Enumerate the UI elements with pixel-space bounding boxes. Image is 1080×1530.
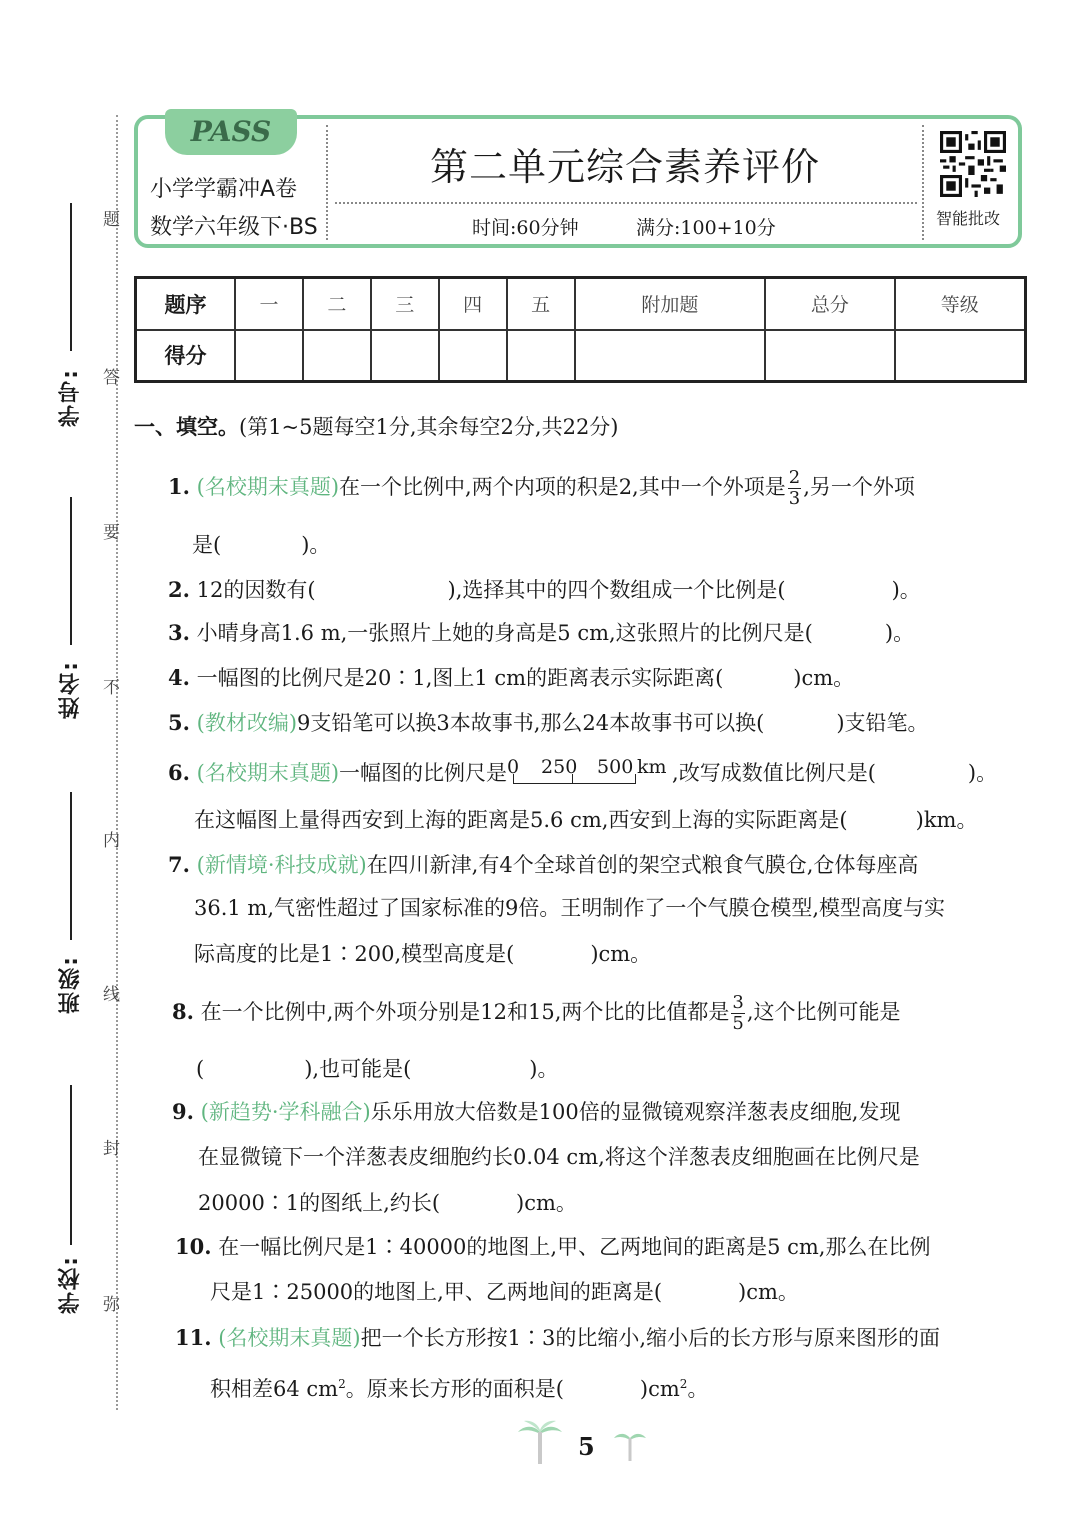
question-8 bbox=[172, 993, 901, 1034]
header-divider bbox=[326, 125, 328, 240]
question-text: 在显微镜下一个洋葱表皮细胞约长0.04 cm,将这个洋葱表皮细胞画在比例尺是 bbox=[198, 1145, 920, 1169]
id-label: 学号: bbox=[58, 368, 83, 427]
fraction bbox=[788, 468, 801, 509]
question-text: )cm bbox=[639, 1377, 680, 1401]
question-8-cont bbox=[196, 1054, 558, 1084]
score-cell[interactable] bbox=[575, 330, 766, 382]
scale-label: 0 bbox=[507, 756, 520, 778]
question-text: 积相差64 cm bbox=[210, 1377, 339, 1401]
question-number: 2. bbox=[168, 577, 190, 602]
binding-note: 封 bbox=[103, 1139, 120, 1159]
scale-label: 250 bbox=[541, 756, 578, 778]
question-text: )。 bbox=[529, 1057, 559, 1081]
question-text: )。 bbox=[967, 761, 998, 785]
pass-logo bbox=[165, 109, 297, 155]
question-text: 20000∶1的图纸上,约长( bbox=[198, 1191, 441, 1215]
score-cell[interactable] bbox=[895, 330, 1026, 382]
column-header: 附加题 bbox=[575, 278, 766, 330]
page-number: 5 bbox=[578, 1432, 595, 1461]
question-tag: (名校期末真题) bbox=[196, 475, 340, 499]
question-11-cont bbox=[210, 1369, 708, 1404]
score-cell[interactable] bbox=[303, 330, 371, 382]
question-number: 4. bbox=[168, 665, 190, 690]
question-10 bbox=[175, 1232, 930, 1262]
numerator: 3 bbox=[732, 992, 744, 1013]
header-dotted-rule bbox=[335, 202, 917, 204]
column-header: 总分 bbox=[765, 278, 894, 330]
question-text: ),选择其中的四个数组成一个比例是( bbox=[447, 578, 786, 602]
question-text: )cm。 bbox=[590, 942, 652, 966]
question-text: )支铅笔。 bbox=[836, 711, 929, 735]
question-number: 1. bbox=[168, 474, 190, 499]
binding-note: 答 bbox=[103, 368, 120, 388]
question-number: 10. bbox=[175, 1234, 212, 1259]
question-tag: (教材改编) bbox=[196, 711, 298, 735]
question-7 bbox=[168, 850, 918, 880]
section-title: 一、填空。 bbox=[134, 415, 239, 439]
table-row bbox=[136, 330, 1026, 382]
question-7-cont bbox=[194, 939, 651, 969]
qr-label: 智能批改 bbox=[936, 209, 1001, 228]
question-text: )。 bbox=[891, 578, 921, 602]
name-write-line[interactable] bbox=[70, 497, 72, 645]
question-number: 6. bbox=[168, 760, 190, 785]
question-tag: (新情境·科技成就) bbox=[196, 853, 367, 877]
question-number: 9. bbox=[172, 1099, 194, 1124]
question-text: 际高度的比是1∶200,模型高度是( bbox=[194, 942, 515, 966]
line-scale bbox=[507, 758, 672, 788]
question-text: 。 bbox=[687, 1377, 709, 1401]
question-text: 在四川新津,有4个全球首创的架空式粮食气膜仓,仓体每座高 bbox=[366, 853, 919, 877]
score-cell[interactable] bbox=[235, 330, 303, 382]
question-9-cont bbox=[198, 1188, 577, 1218]
page-title: 第二单元综合素养评价 bbox=[429, 145, 820, 189]
series-name: 小学学霸冲A卷 bbox=[150, 177, 298, 202]
question-text: 把一个长方形按1∶3的比缩小,缩小后的长方形与原来图形的面 bbox=[360, 1326, 941, 1350]
scale-line bbox=[513, 783, 636, 784]
question-text: 小晴身高1.6 m,一张照片上她的身高是5 cm,这张照片的比例尺是( bbox=[196, 621, 813, 645]
denominator: 5 bbox=[732, 1013, 744, 1034]
column-header: 等级 bbox=[895, 278, 1026, 330]
question-text: 36.1 m,气密性超过了国家标准的9倍。王明制作了一个气膜仓模型,模型高度与实 bbox=[194, 896, 946, 920]
grade-name: 数学六年级下·BS bbox=[150, 215, 318, 240]
score-cell[interactable] bbox=[507, 330, 575, 382]
question-2 bbox=[168, 575, 921, 605]
question-text: ),也可能是( bbox=[304, 1057, 412, 1081]
question-number: 5. bbox=[168, 710, 190, 735]
question-text: )。 bbox=[884, 621, 915, 645]
header-divider bbox=[922, 125, 924, 240]
time-limit: 时间:60分钟 bbox=[472, 217, 579, 239]
denominator: 3 bbox=[788, 488, 801, 509]
question-11 bbox=[175, 1323, 940, 1353]
question-9-cont bbox=[198, 1142, 920, 1172]
qr-code-icon[interactable] bbox=[940, 131, 1006, 197]
question-text: 一幅图的比例尺是 bbox=[339, 761, 508, 785]
binding-dotted-line bbox=[116, 115, 118, 1410]
section-note: (第1~5题每空1分,其余每空2分,共22分) bbox=[239, 415, 619, 439]
question-5 bbox=[168, 708, 929, 738]
question-text: 9支铅笔可以换3本故事书,那么24本故事书可以换( bbox=[297, 711, 765, 735]
question-6-cont bbox=[194, 805, 977, 835]
question-text: 12的因数有( bbox=[196, 578, 316, 602]
scale-tick bbox=[635, 774, 636, 784]
palm-tree-icon bbox=[612, 1428, 648, 1462]
question-text: 是( bbox=[192, 533, 222, 557]
school-label: 学校: bbox=[58, 1255, 83, 1314]
column-header: 一 bbox=[235, 278, 303, 330]
question-number: 8. bbox=[172, 999, 194, 1024]
question-tag: (新趋势·学科融合) bbox=[200, 1100, 371, 1124]
row-header: 题序 bbox=[136, 278, 236, 330]
question-text: ( bbox=[196, 1057, 205, 1081]
question-text: 在一个比例中,两个外项分别是12和15,两个比的比值都是 bbox=[200, 1000, 730, 1024]
question-text: 在这幅图上量得西安到上海的距离是5.6 cm,西安到上海的实际距离是( bbox=[194, 808, 848, 832]
logo-text: PASS bbox=[190, 115, 272, 148]
question-text: 。原来长方形的面积是( bbox=[345, 1377, 564, 1401]
question-text: ,改写成数值比例尺是( bbox=[672, 761, 876, 785]
full-score: 满分:100+10分 bbox=[636, 217, 776, 239]
name-label: 姓名: bbox=[58, 660, 83, 719]
question-text: )km。 bbox=[915, 808, 978, 832]
question-3 bbox=[168, 618, 914, 648]
question-text: ,另一个外项 bbox=[803, 475, 915, 499]
question-4 bbox=[168, 663, 854, 693]
superscript: 2 bbox=[679, 1377, 688, 1391]
scale-label: 500 bbox=[597, 756, 634, 778]
palm-tree-icon bbox=[515, 1418, 565, 1466]
question-text: 尺是1∶25000的地图上,甲、乙两地间的距离是( bbox=[210, 1280, 663, 1304]
binding-note: 题 bbox=[103, 210, 120, 230]
binding-note: 弥 bbox=[103, 1295, 120, 1315]
score-cell[interactable] bbox=[765, 330, 894, 382]
question-number: 7. bbox=[168, 852, 190, 877]
binding-note: 内 bbox=[103, 831, 120, 851]
section-heading bbox=[134, 412, 619, 442]
question-number: 11. bbox=[175, 1325, 212, 1350]
numerator: 2 bbox=[788, 467, 801, 488]
question-1 bbox=[168, 468, 915, 509]
fraction bbox=[731, 993, 744, 1034]
question-7-cont bbox=[194, 893, 945, 923]
question-1-cont bbox=[192, 530, 330, 560]
question-tag: (名校期末真题) bbox=[218, 1326, 361, 1350]
question-tag: (名校期末真题) bbox=[196, 761, 340, 785]
question-number: 3. bbox=[168, 620, 190, 645]
question-text: 在一幅比例尺是1∶40000的地图上,甲、乙两地间的距离是5 cm,那么在比例 bbox=[218, 1235, 931, 1259]
row-header: 得分 bbox=[136, 330, 236, 382]
question-text: 在一个比例中,两个内项的积是2,其中一个外项是 bbox=[339, 475, 786, 499]
id-write-line[interactable] bbox=[70, 203, 72, 351]
column-header: 五 bbox=[507, 278, 575, 330]
superscript: 2 bbox=[338, 1377, 346, 1391]
score-cell[interactable] bbox=[439, 330, 507, 382]
question-text: )cm。 bbox=[516, 1191, 577, 1215]
question-text: 一幅图的比例尺是20∶1,图上1 cm的距离表示实际距离( bbox=[196, 666, 724, 690]
scale-unit: km bbox=[637, 756, 667, 778]
class-label: 班级: bbox=[58, 955, 83, 1014]
question-text: )cm。 bbox=[793, 666, 855, 690]
question-text: ,这个比例可能是 bbox=[746, 1000, 901, 1024]
binding-note: 要 bbox=[103, 523, 120, 543]
score-cell[interactable] bbox=[371, 330, 439, 382]
table-row bbox=[136, 278, 1026, 330]
column-header: 三 bbox=[371, 278, 439, 330]
question-6 bbox=[168, 758, 997, 788]
column-header: 二 bbox=[303, 278, 371, 330]
binding-note: 不 bbox=[103, 678, 120, 698]
question-9 bbox=[172, 1097, 900, 1127]
binding-note: 线 bbox=[103, 985, 120, 1005]
score-table bbox=[134, 276, 1027, 383]
question-text: 乐乐用放大倍数是100倍的显微镜观察洋葱表皮细胞,发现 bbox=[370, 1100, 901, 1124]
question-10-cont bbox=[210, 1277, 799, 1307]
class-write-line[interactable] bbox=[70, 792, 72, 940]
school-write-line[interactable] bbox=[70, 1085, 72, 1245]
question-text: )cm。 bbox=[738, 1280, 799, 1304]
question-text: )。 bbox=[301, 533, 331, 557]
column-header: 四 bbox=[439, 278, 507, 330]
